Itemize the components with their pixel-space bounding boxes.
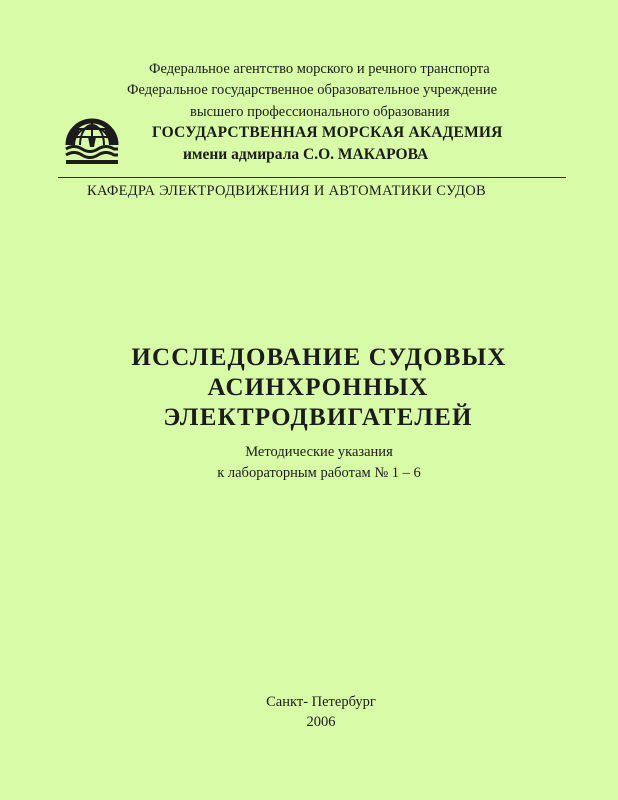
subtitle-line-1: Методические указания	[245, 444, 393, 460]
publication-city: Санкт- Петербург	[266, 694, 376, 710]
title-line-1: ИССЛЕДОВАНИЕ СУДОВЫХ	[131, 344, 507, 371]
document-subtitle	[0, 442, 618, 484]
subtitle-line-2: к лабораторным работам № 1 – 6	[217, 465, 421, 481]
publication-year: 2006	[306, 714, 336, 730]
academy-name: имени адмирала С.О. МАКАРОВА	[183, 146, 429, 163]
agency-line: Федеральное агентство морского и речного транспорта	[149, 61, 490, 77]
publication-info	[0, 692, 618, 732]
department-name: КАФЕДРА ЭЛЕКТРОДВИЖЕНИЯ И АВТОМАТИКИ СУДОВ	[87, 183, 487, 199]
document-title	[0, 343, 618, 433]
academy-emblem-icon	[60, 107, 124, 169]
institution-type-line: Федеральное государственное образовательное учреждение	[127, 82, 498, 98]
title-line-2: АСИНХРОННЫХ	[207, 374, 429, 401]
header-divider	[58, 177, 566, 178]
title-line-3: ЭЛЕКТРОДВИГАТЕЛЕЙ	[163, 404, 473, 431]
academy-title: ГОСУДАРСТВЕННАЯ МОРСКАЯ АКАДЕМИЯ	[152, 124, 503, 141]
education-level-line: высшего профессионального образования	[190, 104, 450, 120]
